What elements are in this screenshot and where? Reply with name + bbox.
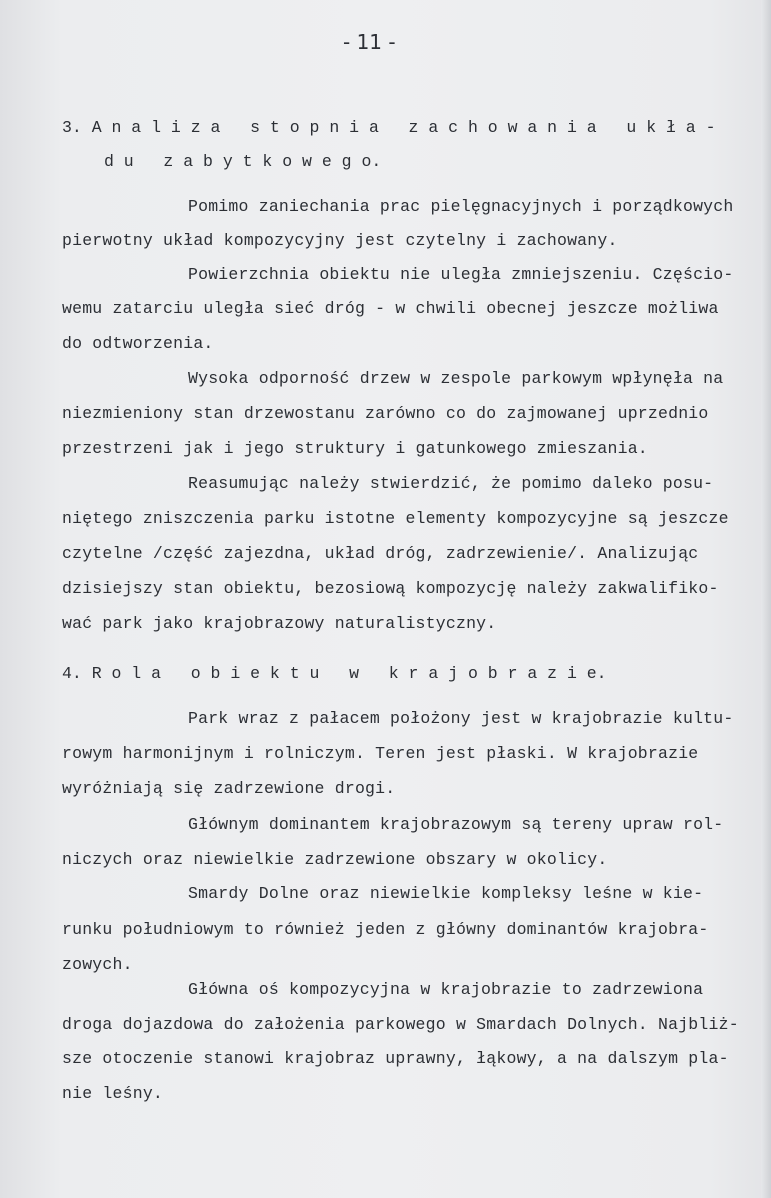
paragraph-line: Głównym dominantem krajobrazowym są tereny upraw rol- [188, 815, 724, 834]
paragraph-line: Park wraz z pałacem położony jest w krajobrazie kultu- [188, 709, 734, 728]
paragraph-line: zowych. [62, 955, 133, 974]
paragraph-line: przestrzeni jak i jego struktury i gatunkowego zmieszania. [62, 439, 648, 458]
paragraph-line: czytelne /część zajezdna, układ dróg, zadrzewienie/. Analizując [62, 544, 699, 563]
paragraph-line: wać park jako krajobrazowy naturalistyczny. [62, 614, 497, 633]
section-3-heading-line-2: d u z a b y t k o w e g o. [104, 152, 382, 171]
paragraph-line: niętego zniszczenia parku istotne elementy kompozycyjne są jeszcze [62, 509, 729, 528]
paragraph-line: wemu zatarciu uległa sieć dróg - w chwili obecnej jeszcze możliwa [62, 299, 719, 318]
paragraph-line: Wysoka odporność drzew w zespole parkowym wpłynęła na [188, 369, 724, 388]
section-4-heading: 4. R o l a o b i e k t u w k r a j o b r a z i e. [62, 664, 607, 683]
page-edge [761, 0, 771, 1198]
paragraph-line: sze otoczenie stanowi krajobraz uprawny, łąkowy, a na dalszym pla- [62, 1049, 729, 1068]
paragraph-line: droga dojazdowa do założenia parkowego w Smardach Dolnych. Najbliż- [62, 1015, 739, 1034]
paragraph-line: nie leśny. [62, 1084, 164, 1103]
paragraph-line: niczych oraz niewielkie zadrzewione obszary w okolicy. [62, 850, 608, 869]
paragraph-line: runku południowym to również jeden z główny dominantów krajobra- [62, 920, 709, 939]
paragraph-line: rowym harmonijnym i rolniczym. Teren jest płaski. W krajobrazie [62, 744, 699, 763]
paragraph-line: Pomimo zaniechania prac pielęgnacyjnych i porządkowych [188, 197, 734, 216]
paragraph-line: pierwotny układ kompozycyjny jest czytelny i zachowany. [62, 231, 618, 250]
page-number: - 11 - [343, 30, 396, 54]
paragraph-line: Główna oś kompozycyjna w krajobrazie to zadrzewiona [188, 980, 704, 999]
paragraph-line: niezmieniony stan drzewostanu zarówno co do zajmowanej uprzednio [62, 404, 709, 423]
paragraph-line: Powierzchnia obiektu nie uległa zmniejszeniu. Częścio- [188, 265, 734, 284]
paragraph-line: dzisiejszy stan obiektu, bezosiową kompozycję należy zakwalifiko- [62, 579, 719, 598]
paragraph-line: Reasumując należy stwierdzić, że pomimo daleko posu- [188, 474, 714, 493]
section-3-heading-line-1: 3. A n a l i z a s t o p n i a z a c h o w a n i a u k ł a - [62, 118, 716, 137]
paragraph-line: Smardy Dolne oraz niewielkie kompleksy leśne w kie- [188, 884, 704, 903]
paragraph-line: do odtworzenia. [62, 334, 214, 353]
paragraph-line: wyróżniają się zadrzewione drogi. [62, 779, 396, 798]
